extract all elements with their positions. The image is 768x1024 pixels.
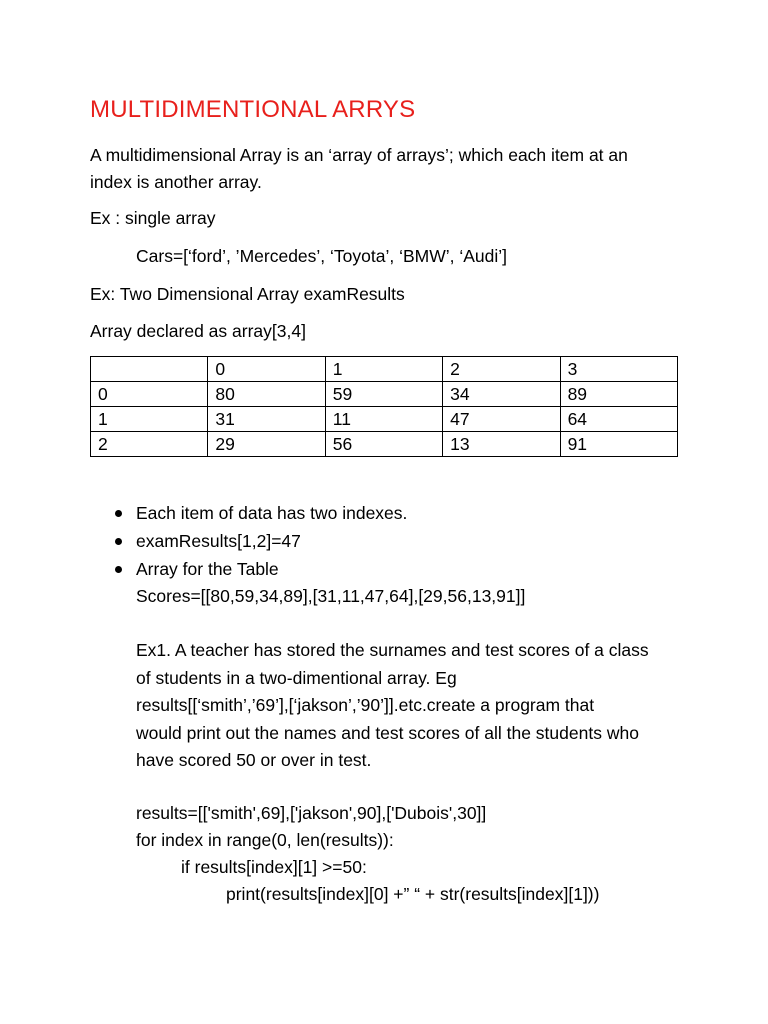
table-cell: 47 xyxy=(443,407,560,432)
list-item xyxy=(112,527,407,555)
table-cell: 3 xyxy=(560,357,677,382)
exercise-line-4: would print out the names and test scores of all the students who xyxy=(136,722,639,743)
bullet-icon xyxy=(115,566,122,573)
table-cell: 34 xyxy=(443,382,560,407)
list-item-text: Each item of data has two indexes. xyxy=(136,503,408,523)
exercise-line-3: results[[‘smith’,’69’],[‘jakson’,’90’]].etc.create a program that xyxy=(136,695,595,715)
table-cell: 11 xyxy=(325,407,442,432)
list-item xyxy=(112,499,407,527)
bullet-list xyxy=(112,499,407,583)
table-cell: 64 xyxy=(560,407,677,432)
code-line-1: results=[['smith',69],['jakson',90],['Dubois',30]] xyxy=(136,803,487,823)
list-item-text: examResults[1,2]=47 xyxy=(136,531,301,551)
list-item-text: Array for the Table xyxy=(136,559,279,579)
table-cell: 1 xyxy=(325,357,442,382)
table-cell: 13 xyxy=(443,432,560,457)
exercise-block xyxy=(136,637,649,775)
intro-line-2: index is another array. xyxy=(90,172,262,192)
code-line-3: if results[index][1] >=50: xyxy=(181,857,367,877)
intro-line-1: A multidimensional Array is an ‘array of arrays’; which each item at an xyxy=(90,145,628,165)
table-row xyxy=(91,382,678,407)
table-cell xyxy=(91,357,208,382)
bullet-icon xyxy=(115,510,122,517)
table-cell: 80 xyxy=(208,382,325,407)
code-line-2: for index in range(0, len(results)): xyxy=(136,830,394,850)
cars-array-line: Cars=[‘ford’, ’Mercedes’, ‘Toyota’, ‘BMW’, ‘Audi’] xyxy=(136,246,508,266)
two-dim-label: Ex: Two Dimensional Array examResults xyxy=(90,284,405,304)
exercise-line-5: have scored 50 or over in test. xyxy=(136,750,372,770)
table-cell: 0 xyxy=(208,357,325,382)
exercise-line-2: of students in a two-dimentional array. Eg xyxy=(136,667,457,688)
table-cell: 91 xyxy=(560,432,677,457)
table-cell: 31 xyxy=(208,407,325,432)
scores-line: Scores=[[80,59,34,89],[31,11,47,64],[29,56,13,91]] xyxy=(136,586,526,606)
table-cell: 2 xyxy=(91,432,208,457)
table-cell: 29 xyxy=(208,432,325,457)
page-title: MULTIDIMENTIONAL ARRYS xyxy=(90,96,416,123)
bullet-icon xyxy=(115,538,122,545)
table-row xyxy=(91,432,678,457)
table-cell: 1 xyxy=(91,407,208,432)
code-line-4: print(results[index][0] +” “ + str(results[index][1])) xyxy=(226,884,600,904)
exam-results-table xyxy=(90,356,678,457)
table-cell: 89 xyxy=(560,382,677,407)
table-cell: 56 xyxy=(325,432,442,457)
table-cell: 0 xyxy=(91,382,208,407)
array-declared-line: Array declared as array[3,4] xyxy=(90,321,306,341)
exercise-line-1: Ex1. A teacher has stored the surnames and test scores of a class xyxy=(136,640,649,660)
table-cell: 59 xyxy=(325,382,442,407)
list-item xyxy=(112,555,407,583)
code-block xyxy=(136,800,599,908)
table-row xyxy=(91,407,678,432)
table-header-row xyxy=(91,357,678,382)
single-array-label: Ex : single array xyxy=(90,208,216,228)
table-cell: 2 xyxy=(443,357,560,382)
